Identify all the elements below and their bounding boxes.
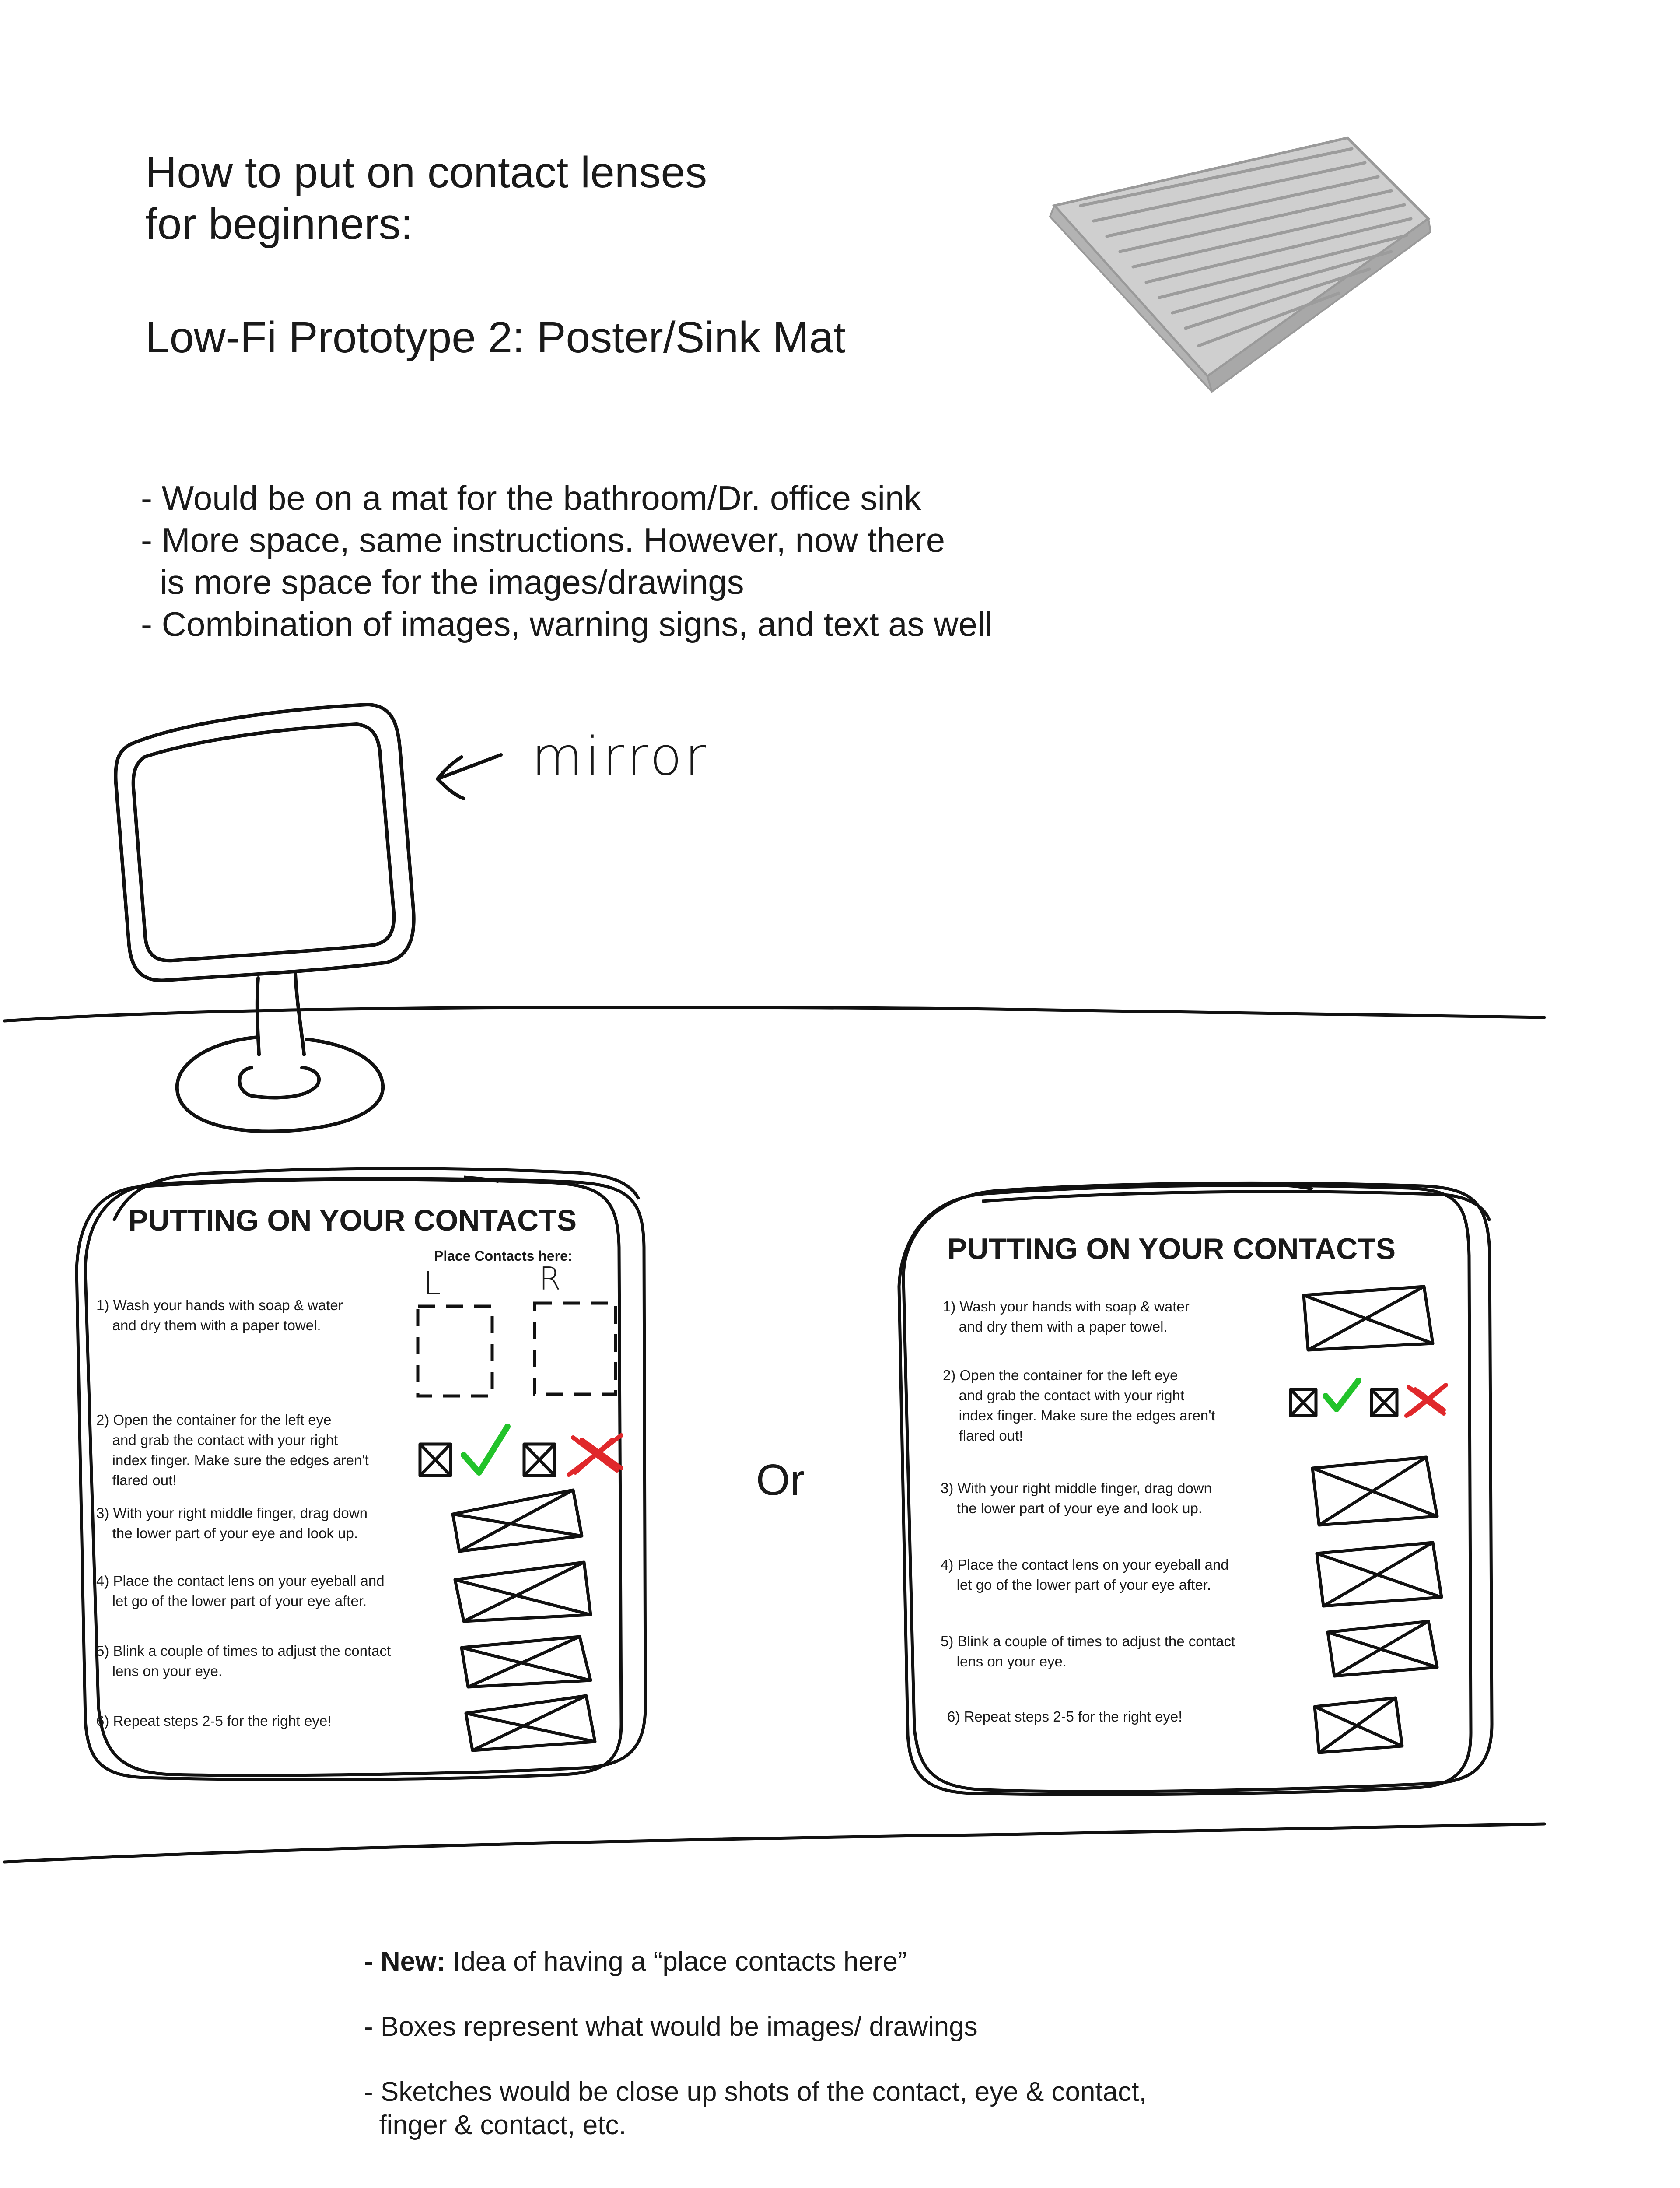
step-3: 3) With your right middle finger, drag down the lower part of your eye and look up.: [96, 1505, 368, 1541]
poster-title: PUTTING ON YOUR CONTACTS: [947, 1232, 1396, 1266]
step-4: 4) Place the contact lens on your eyeball and let go of the lower part of your eye after.: [96, 1573, 385, 1609]
right-eye-label: R: [539, 1260, 561, 1297]
image-placeholder-box: [1312, 1457, 1437, 1525]
image-placeholder-box: [466, 1696, 595, 1750]
step-5: 5) Blink a couple of times to adjust the contact lens on your eye.: [96, 1643, 391, 1679]
bullet-line: - Combination of images, warning signs, and text as well: [141, 605, 993, 643]
checkmark-icon: [1326, 1381, 1358, 1409]
bullet-line: is more space for the images/drawings: [141, 563, 744, 601]
note-new-text: Idea of having a “place contacts here”: [445, 1946, 907, 1977]
image-placeholder-box: [462, 1637, 591, 1687]
poster-title: PUTTING ON YOUR CONTACTS: [128, 1204, 577, 1237]
reject-x-icon: [569, 1435, 621, 1475]
image-placeholder-box: [455, 1562, 591, 1621]
bullet-line: - Would be on a mat for the bathroom/Dr. office sink: [141, 479, 921, 517]
reject-x-icon: [1407, 1385, 1446, 1416]
image-placeholder-box: [1372, 1389, 1397, 1416]
image-placeholder-box: [524, 1444, 555, 1476]
note-new: [364, 1945, 1147, 1978]
mirror-label: mirror: [532, 726, 709, 787]
image-placeholder-box: [420, 1444, 451, 1476]
step-4: 4) Place the contact lens on your eyeball and let go of the lower part of your eye after.: [941, 1557, 1229, 1593]
notes-section: [364, 1945, 1147, 2174]
title-line-2: for beginners:: [145, 200, 413, 249]
title-line-1: How to put on contact lenses: [145, 148, 707, 197]
image-placeholder-box: [453, 1490, 582, 1551]
page-subtitle: Low-Fi Prototype 2: Poster/Sink Mat: [145, 313, 846, 362]
step-6: 6) Repeat steps 2-5 for the right eye!: [947, 1708, 1183, 1725]
image-placeholder-box: [1317, 1543, 1442, 1606]
step-2: 2) Open the container for the left eye and grab the contact with your right index finger. Make sure the edges aren't flared out!: [943, 1367, 1215, 1444]
image-placeholder-box: [1315, 1698, 1402, 1753]
step-5: 5) Blink a couple of times to adjust the contact lens on your eye.: [941, 1633, 1236, 1669]
note-sketches: - Sketches would be close up shots of the contact, eye & contact, finger & contact, etc.: [364, 2077, 1147, 2140]
step-3: 3) With your right middle finger, drag down the lower part of your eye and look up.: [941, 1480, 1212, 1516]
image-placeholder-box: [1291, 1389, 1316, 1416]
step-6: 6) Repeat steps 2-5 for the right eye!: [96, 1713, 332, 1729]
step-1: 1) Wash your hands with soap & water and dry them with a paper towel.: [96, 1297, 343, 1333]
or-label: Or: [756, 1455, 805, 1504]
image-placeholder-box: [1328, 1621, 1437, 1676]
bullet-line: - More space, same instructions. However, now there: [141, 521, 945, 559]
note-boxes: - Boxes represent what would be images/ drawings: [364, 2012, 978, 2042]
place-contacts-label: Place Contacts here:: [434, 1248, 573, 1264]
step-2: 2) Open the container for the left eye and grab the contact with your right index finger. Make sure the edges aren't flared out!: [96, 1412, 369, 1488]
step-1: 1) Wash your hands with soap & water and dry them with a paper towel.: [943, 1298, 1190, 1335]
image-placeholder-box: [1304, 1287, 1433, 1350]
note-new-prefix: - New:: [364, 1946, 445, 1977]
checkmark-icon: [464, 1427, 508, 1473]
left-eye-label: L: [424, 1265, 441, 1301]
